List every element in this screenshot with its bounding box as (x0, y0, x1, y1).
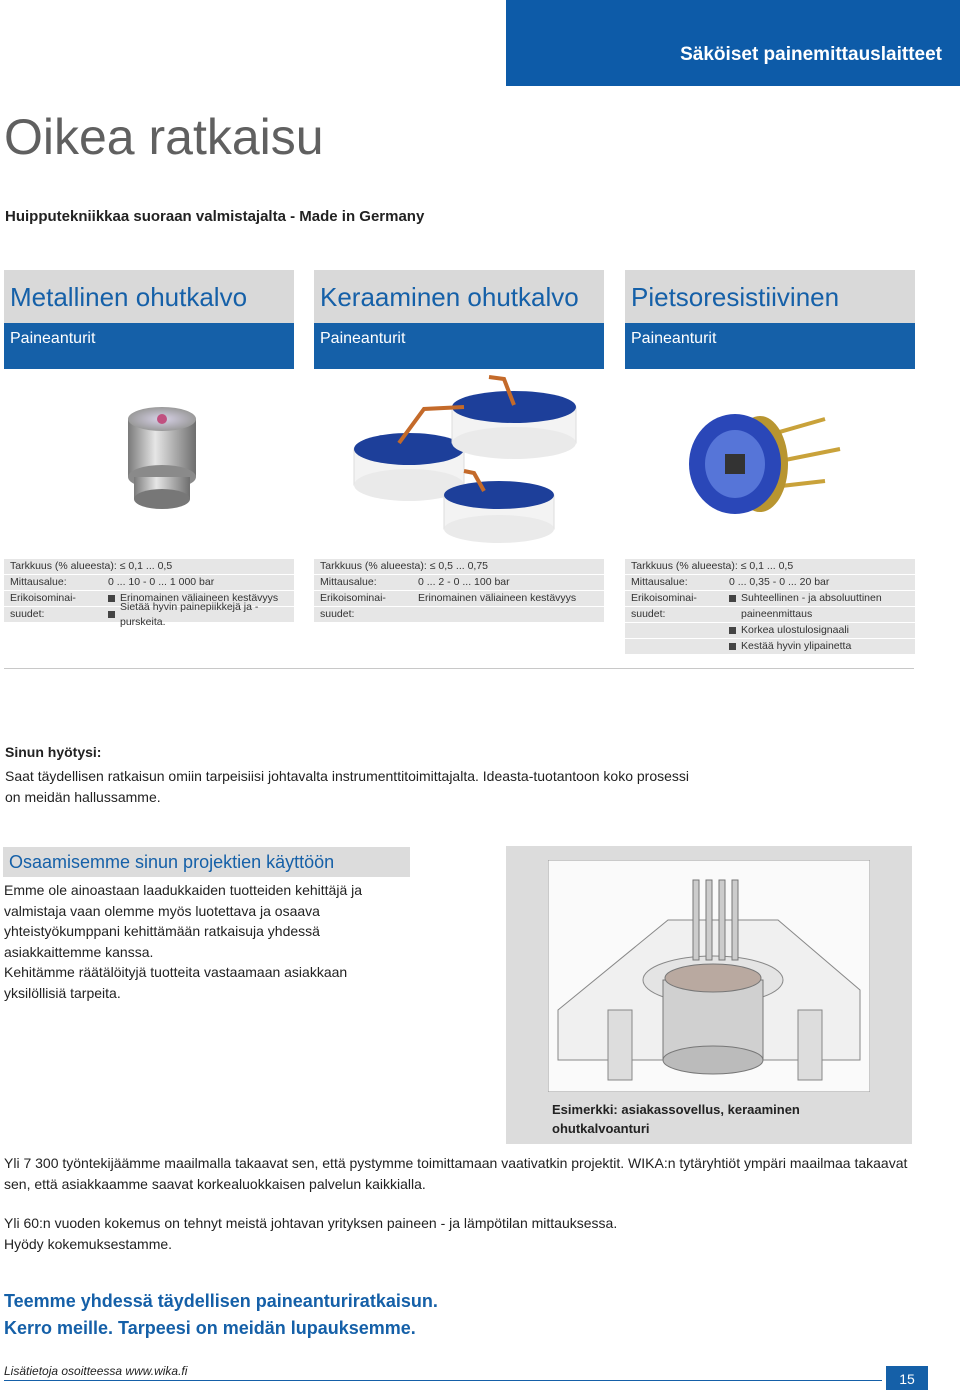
bullet-icon (108, 595, 115, 602)
bullet-icon (729, 595, 736, 602)
paragraph-benefit: Hyödy kokemuksestamme. (4, 1236, 173, 1252)
spec-table: Tarkkuus (% alueesta): ≤ 0,5 ... 0,75 Mittausalue: 0 ... 2 - 0 ... 100 bar Erikoisominai- Erinomainen väliaineen kestävyys suudet: (314, 559, 604, 623)
bullet-icon (729, 627, 736, 634)
sensor-image-ceramic (314, 369, 604, 559)
sensor-image-piezo (625, 369, 915, 559)
divider (4, 668, 914, 669)
spec-table: Tarkkuus (% alueesta): ≤ 0,1 ... 0,5 Mittausalue: 0 ... 10 - 0 ... 1 000 bar Erikoisominai- Erinomainen väliaineen kestävyys suudet: Sietää hyvin painepiikkejä ja -purskeita. (4, 559, 294, 623)
accuracy: Tarkkuus (% alueesta): ≤ 0,1 ... 0,5 (631, 560, 794, 572)
page-number: 15 (886, 1366, 928, 1390)
spec-table: Tarkkuus (% alueesta): ≤ 0,1 ... 0,5 Mittausalue: 0 ... 0,35 - 0 ... 20 bar Erikoisominai- Suhteellinen - ja absoluuttinen suudet: paineenmittaus Korkea ulostulosignaali Kestää hyvin ylipainetta (625, 559, 915, 655)
footer-rule (4, 1380, 882, 1381)
example-photo-panel (506, 846, 912, 1144)
product-column-piezo (625, 270, 915, 655)
accuracy: Tarkkuus (% alueesta): ≤ 0,1 ... 0,5 (10, 560, 173, 572)
competence-text: Emme ole ainoastaan laadukkaiden tuotteiden kehittäjä ja valmistaja vaan olemme myös luotettava ja osaava yhteistyökumppani kehittämään ratkaisuja yhdessä asiakkaittemme kanssa. Kehitämme räätälöityjä tuotteita vastaamaan asiakkaan yksilöllisiä tarpeita. (4, 882, 363, 1001)
range-value: 0 ... 0,35 - 0 ... 20 bar (729, 576, 830, 588)
paragraph-experience: Yli 60:n vuoden kokemus on tehnyt meistä johtavan yrityksen paineen - ja lämpötilan mittauksessa. (4, 1215, 618, 1231)
paragraph-employees: Yli 7 300 työntekijäämme maailmalla takaavat sen, että pystymme toimittamaan vaativatkin projektit. WIKA:n tytäryhtiöt ympäri maailmaa takaavat sen, että asiakkaamme saavat korkealuokkaisen palvelun kaikkialla. (4, 1155, 908, 1192)
benefit-text: Saat täydellisen ratkaisun omiin tarpeisiisi johtavalta instrumenttitoimittajalta. Ideasta-tuotantoon koko prosessi on meidän hallussamme. (5, 768, 690, 805)
header-bar (506, 0, 960, 86)
brand-title: Säköiset painemittauslaitteet (680, 44, 942, 65)
column-subtitle: Paineanturit (314, 323, 604, 369)
closing-line-1: Teemme yhdessä täydellisen paineanturiratkaisun. (4, 1291, 438, 1311)
range-value: 0 ... 2 - 0 ... 100 bar (418, 576, 510, 588)
column-title: Metallinen ohutkalvo (4, 270, 294, 323)
column-title: Keraaminen ohutkalvo (314, 270, 604, 323)
cad-illustration (548, 860, 870, 1092)
sensor-image-metal (4, 369, 294, 559)
competence-heading-bar (3, 847, 410, 877)
column-subtitle: Paineanturit (625, 323, 915, 369)
closing-line-2: Kerro meille. Tarpeesi on meidän lupauksemme. (4, 1318, 416, 1338)
page-title: Oikea ratkaisu (4, 109, 324, 165)
page-subtitle: Huipputekniikkaa suoraan valmistajalta - Made in Germany (5, 208, 425, 225)
benefit-heading: Sinun hyötysi: (5, 744, 102, 760)
product-column-metal (4, 270, 294, 628)
column-subtitle: Paineanturit (4, 323, 294, 369)
footer-link[interactable]: Lisätietoja osoitteessa www.wika.fi (4, 1364, 188, 1378)
product-column-ceramic (314, 270, 604, 623)
accuracy: Tarkkuus (% alueesta): ≤ 0,5 ... 0,75 (320, 560, 489, 572)
bullet-icon (108, 611, 115, 618)
range-value: 0 ... 10 - 0 ... 1 000 bar (108, 576, 215, 588)
photo-caption: Esimerkki: asiakassovellus, keraaminen ohutkalvoanturi (552, 1102, 800, 1136)
bullet-icon (729, 643, 736, 650)
competence-heading: Osaamisemme sinun projektien käyttöön (9, 852, 335, 872)
column-title: Pietsoresistiivinen (625, 270, 915, 323)
